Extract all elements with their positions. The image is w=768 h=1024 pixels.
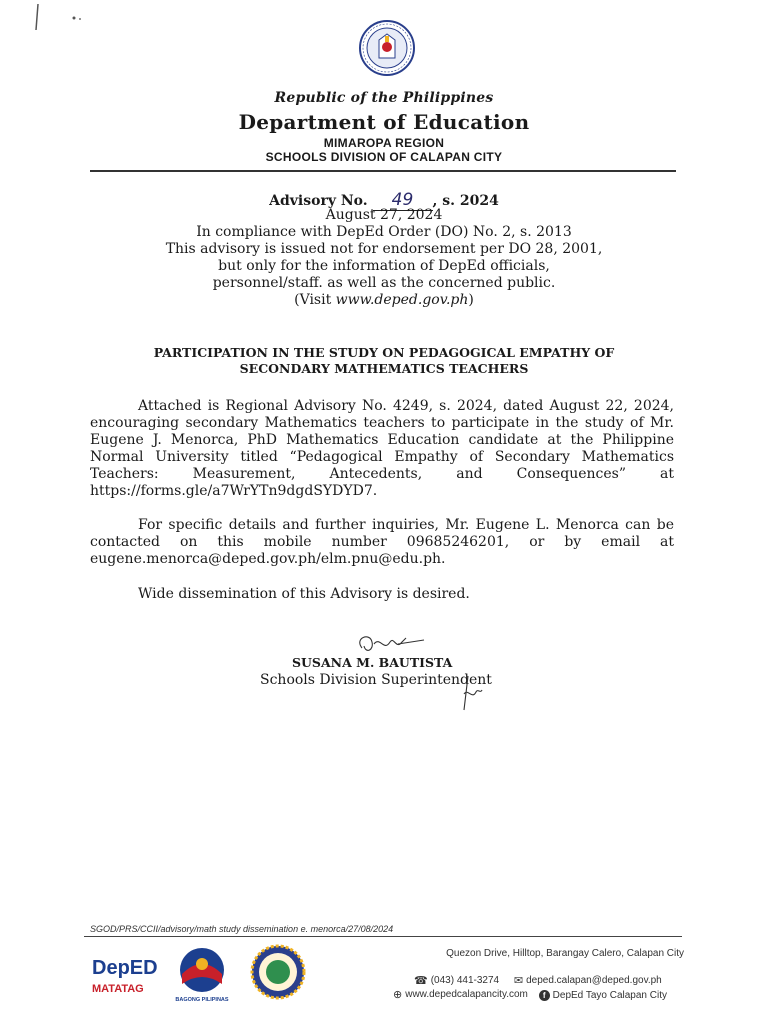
compliance-note: In compliance with DepEd Order (DO) No. 2, s. 2013 (196, 224, 572, 240)
svg-text:DepED: DepED (92, 957, 158, 979)
republic-heading: Republic of the Philippines (274, 90, 494, 106)
division-seal-logo (252, 946, 304, 998)
facebook-page[interactable]: DepEd Tayo Calapan City (552, 990, 667, 1001)
footer-rule (84, 936, 682, 937)
department-heading: Department of Education (238, 110, 530, 134)
region-heading: MIMAROPA REGION (323, 136, 445, 150)
notice-line-1: This advisory is issued not for endorsement per DO 28, 2001, (165, 241, 603, 257)
facebook-contact (539, 990, 667, 1001)
website-url[interactable]: www.depedcalapancity.com (405, 989, 528, 1000)
advisory-date: August 27, 2024 (325, 207, 443, 223)
svg-text:MATATAG: MATATAG (92, 983, 144, 995)
header-rule (90, 170, 676, 172)
body-paragraph-2: For specific details and further inquiries, Mr. Eugene L. Menorca can be contacted on this mobile number 09685246201, or by email at eugene.menorca@deped.gov.ph/elm.pnu@edu.ph. (90, 517, 674, 567)
svg-text:BAGONG PILIPINAS: BAGONG PILIPINAS (175, 997, 229, 1003)
body-paragraph-3: Wide dissemination of this Advisory is desired. (138, 586, 470, 602)
visit-prefix: (Visit (294, 292, 336, 308)
footer-address: Quezon Drive, Hilltop, Barangay Calero, Calapan City (446, 948, 684, 959)
division-heading: SCHOOLS DIVISION OF CALAPAN CITY (265, 150, 503, 164)
notice-line-3: personnel/staff. as well as the concerned public. (212, 275, 556, 291)
scan-mark (32, 2, 92, 32)
email-address[interactable]: deped.calapan@deped.gov.ph (526, 975, 662, 986)
advisory-title (0, 345, 768, 377)
phone-number: (043) 441-3274 (430, 975, 500, 986)
initial-mark (458, 674, 486, 712)
advisory-suffix: , s. 2024 (432, 193, 499, 209)
phone-icon: ☎ (414, 975, 428, 987)
title-line-1: PARTICIPATION IN THE STUDY ON PEDAGOGICAL EMPATHY OF (153, 345, 615, 360)
deped-matatag-logo (92, 957, 158, 995)
advisory-prefix: Advisory No. (269, 193, 368, 209)
visit-link[interactable]: www.deped.gov.ph (335, 292, 469, 308)
visit-suffix: ) (468, 292, 474, 308)
globe-icon: ⊕ (393, 989, 403, 1001)
notice-line-2: but only for the information of DepEd officials, (218, 258, 550, 274)
signatory-position: Schools Division Superintendent (260, 672, 492, 688)
title-line-2: SECONDARY MATHEMATICS TEACHERS (239, 361, 529, 376)
contact-row-1 (414, 974, 662, 987)
body-paragraph-1: Attached is Regional Advisory No. 4249, s. 2024, dated August 22, 2024, encouraging secondary Mathematics teachers to participate in the study of Mr. Eugene J. Menorca, PhD Mathematics Education candidate at the Philippine Normal University titled “Pedagogical Empathy of Secondary Mathematics Teachers: Measurement, Antecedents, and Consequences” at https://forms.gle/a7WrYTn9dgdSYDYD7. (90, 398, 674, 499)
mail-icon: ✉ (513, 975, 524, 987)
visit-line (0, 292, 768, 309)
contact-row-2 (393, 988, 667, 1001)
advisory-number: 49 (373, 190, 433, 211)
footer-logos (90, 944, 320, 1004)
signatory-name: SUSANA M. BAUTISTA (292, 655, 453, 670)
bagong-pilipinas-logo (175, 948, 229, 1003)
website-contact (393, 988, 528, 1001)
facebook-icon: f (539, 990, 550, 1001)
footer-reference: SGOD/PRS/CCII/advisory/math study dissemination e. menorca/27/08/2024 (90, 924, 394, 934)
deped-seal-icon (359, 18, 415, 78)
phone-contact (414, 974, 499, 987)
email-contact (514, 974, 662, 987)
